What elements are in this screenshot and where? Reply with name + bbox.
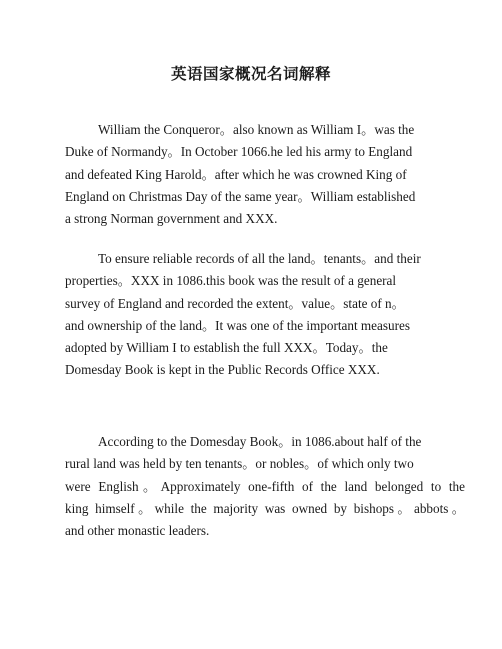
paragraph-line: and ownership of the land。It was one of the important measures (65, 317, 410, 333)
paragraph-william-the-conqueror (65, 119, 465, 230)
paragraph-line: and defeated King Harold。after which he was crowned King of (65, 166, 407, 182)
paragraph-line: To ensure reliable records of all the land。tenants。and their (98, 251, 421, 266)
paragraph-line: were English。Approximately one-fifth of the land belonged to the (65, 478, 465, 494)
paragraph-line: William the Conqueror。also known as William I。was the (98, 122, 415, 137)
paragraph-line: survey of England and recorded the extent。value。state of n。 (65, 295, 405, 311)
document-title: 英语国家概况名词解释 (170, 65, 331, 83)
paragraph-line: England on Christmas Day of the same year。William established (65, 188, 416, 204)
paragraph-line: Duke of Normandy。In October 1066.he led his army to England (65, 144, 413, 160)
paragraph-line: rural land was held by ten tenants。or nobles。of which only two (65, 456, 414, 472)
paragraph-line: and other monastic leaders. (65, 523, 210, 539)
paragraph-domesday-book (65, 248, 465, 382)
paragraph-land-ownership (65, 431, 465, 542)
paragraph-line: king himself。while the majority was owned by bishops。abbots。 (65, 500, 465, 516)
paragraph-line: adopted by William I to establish the full XXX。Today。the (65, 340, 388, 356)
paragraph-line: Domesday Book is kept in the Public Records Office XXX. (65, 362, 380, 378)
paragraph-line: a strong Norman government and XXX. (65, 211, 278, 227)
paragraph-line: According to the Domesday Book。in 1086.about half of the (98, 434, 422, 449)
paragraph-line: properties。XXX in 1086.this book was the result of a general (65, 273, 397, 289)
